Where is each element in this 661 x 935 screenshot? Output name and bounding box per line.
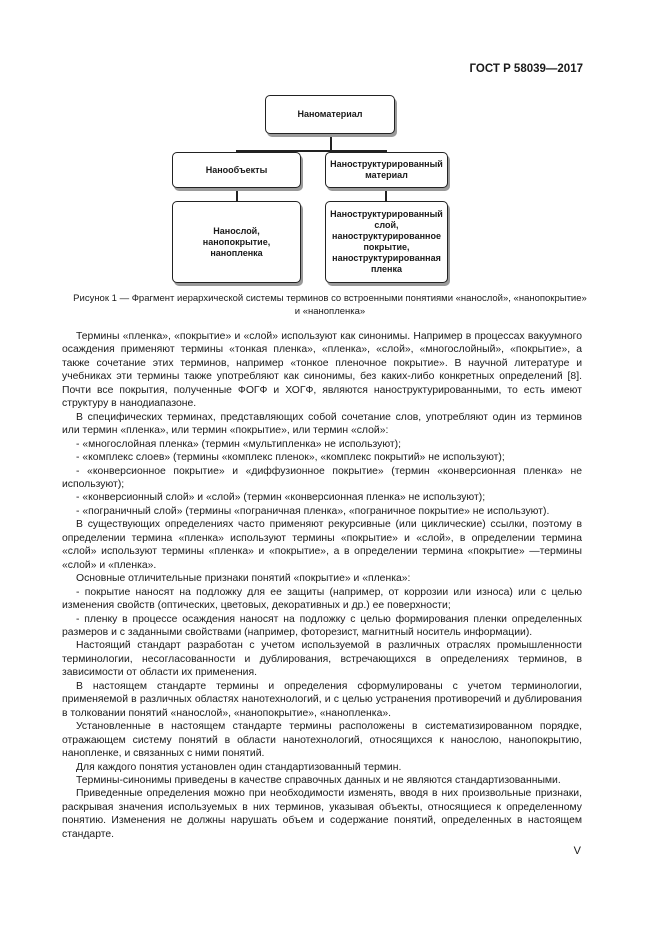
- list-item: - «конверсионное покрытие» и «диффузионное покрытие» (термин «конверсионная пленка» не используют);: [62, 465, 582, 490]
- page-number: V: [573, 845, 581, 857]
- paragraph: Настоящий стандарт разработан с учетом используемой в различных отраслях промышленности терминологии, несогласованности и дублирования, встречающихся в определениях терминов, в зависимости от области их применения.: [62, 640, 582, 679]
- paragraph: Для каждого понятия установлен один стандартизованный термин.: [76, 761, 402, 773]
- box-nanolayer: Нанослой, нанопокрытие, нанопленка: [172, 201, 301, 283]
- connector-right-level3: [385, 187, 387, 201]
- paragraph: Термины «пленка», «покрытие» и «слой» используют как синонимы. Например в процессах вакуумного осаждения применяют термины «тонкая пленка», «пленка», «слой», «многослойный», «покрытие», а также сочетание этих терминов, например «тонкое пленочное покрытие». В научной литературе и учебниках эти термины также употребляют как синонимы, без каких-либо конкретных определений [8]. Почти все покрытия, полученные ФОГФ и ХОГФ, являются наноструктурированными, то есть имеют структуру в нанодиапазоне.: [62, 331, 582, 410]
- box-nanostructured-layer: Наноструктурированный слой, наноструктурированное покрытие, наноструктурированная пленка: [325, 201, 448, 283]
- box-root: Наноматериал: [265, 95, 395, 134]
- paragraph: В специфических терминах, представляющих собой сочетание слов, употребляют один из терминов или термин «пленка», или термин «покрытие», или термин «слой»:: [62, 411, 582, 437]
- paragraph: В настоящем стандарте термины и определения сформулированы с учетом терминологии, применяемой в различных областях нанотехнологий, и с целью устранения противоречий и дублирования в толковании понятий «нанослой», «нанопокрытие», «нанопленка».: [62, 680, 582, 719]
- body-text: [62, 330, 582, 841]
- standard-code: ГОСТ Р 58039—2017: [469, 63, 583, 75]
- box-nano-objects: Нанообъекты: [172, 152, 301, 188]
- term-hierarchy-diagram: [0, 0, 661, 300]
- paragraph: В существующих определениях часто применяют рекурсивные (или циклические) ссылки, поэтому в определении термина «пленка» используют термины «покрытие» и «слой», в определении термина «слой» используют термины «пленка» и «покрытие», а в определении термина «покрытие» —термины «слой» и «пленка».: [62, 519, 582, 571]
- list-item: - «конверсионный слой» и «слой» (термин «конверсионная пленка» не используют);: [76, 492, 486, 504]
- connector-root-down: [330, 134, 332, 151]
- box-nanostructured-material: Наноструктурированный материал: [325, 152, 448, 188]
- paragraph: Приведенные определения можно при необходимости изменять, вводя в них произвольные признаки, раскрывая значения используемых в них терминов, указывая объекты, относящиеся к определенному понятию. Изменения не должны нарушать объем и содержание понятий, определенных в настоящем стандарте.: [62, 788, 582, 840]
- list-item: - покрытие наносят на подложку для ее защиты (например, от коррозии или износа) или с целью изменения свойств (оптических, цветовых, декоративных и др.) ее поверхности;: [62, 586, 582, 612]
- list-item: - «пограничный слой» (термины «пограничная пленка», «пограничное покрытие» не используют).: [76, 505, 550, 517]
- paragraph: Термины-синонимы приведены в качестве справочных данных и не являются стандартизованными.: [76, 774, 561, 786]
- list-item: - пленку в процессе осаждения наносят на подложку с целью формирования пленки определенных размеров и с заданными свойствами (например, фоторезист, магнитный носитель информации).: [62, 613, 582, 638]
- paragraph: Установленные в настоящем стандарте термины расположены в систематизированном порядке, отражающем систему понятий в области нанотехнологий, относящихся к нанослою, нанопокрытию, нанопленке, и связанных с ними понятий.: [62, 721, 582, 760]
- figure-caption: Рисунок 1 — Фрагмент иерархической системы терминов со встроенными понятиями «нанослой», «нанопокрытие» и «нанопленка»: [73, 293, 587, 317]
- connector-left-level3: [236, 187, 238, 201]
- list-item: - «многослойная пленка» (термин «мультипленка» не используют);: [76, 438, 402, 450]
- list-item: - «комплекс слоев» (термины «комплекс пленок», «комплекс покрытий» не используют);: [76, 452, 505, 464]
- paragraph: Основные отличительные признаки понятий «покрытие» и «пленка»:: [76, 573, 411, 585]
